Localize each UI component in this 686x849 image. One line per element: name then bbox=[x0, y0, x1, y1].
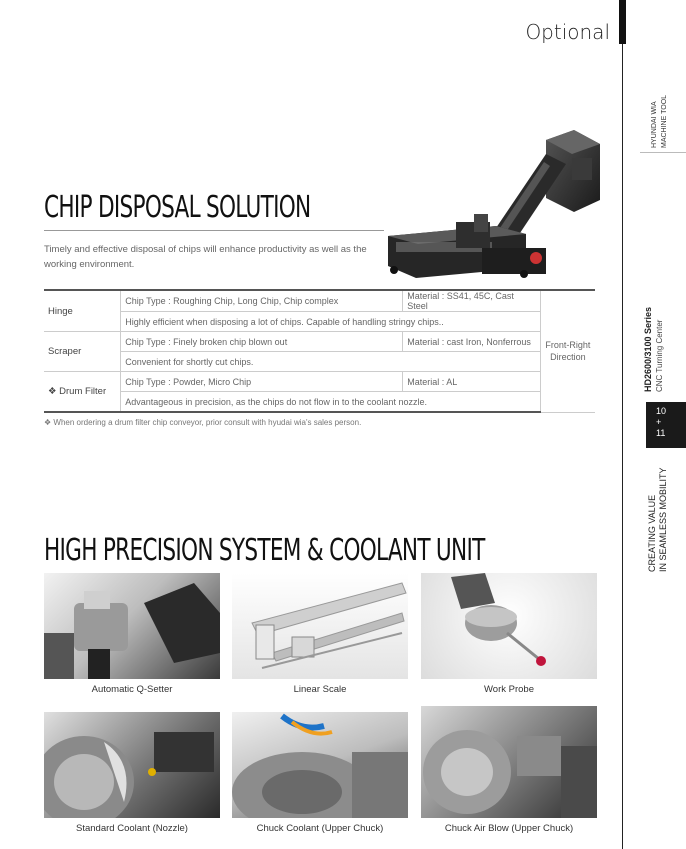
caption-chuck-air-blow: Chuck Air Blow (Upper Chuck) bbox=[444, 823, 574, 834]
brand-line-2: MACHINE TOOL bbox=[661, 94, 668, 148]
series-name: HD2600/3100 Series bbox=[643, 306, 653, 392]
chip-type-cell: Chip Type : Roughing Chip, Long Chip, Chip complex bbox=[121, 290, 403, 312]
brand-line-1: HYUNDAI WIA bbox=[651, 101, 658, 148]
material-cell: Material : cast Iron, Nonferrous bbox=[403, 332, 540, 352]
table-row bbox=[44, 352, 595, 372]
description-cell: Convenient for shortly cut chips. bbox=[121, 352, 541, 372]
title-underline bbox=[44, 230, 384, 231]
chip-conveyor-table bbox=[44, 289, 595, 413]
header-marker bbox=[619, 0, 626, 44]
page-divider bbox=[622, 0, 623, 849]
chip-conveyor-image bbox=[386, 118, 610, 284]
material-cell: Material : SS41, 45C, Cast Steel bbox=[403, 290, 540, 312]
conveyor-type-hinge: Hinge bbox=[44, 290, 121, 332]
chuck-coolant-photo bbox=[232, 712, 408, 818]
section-heading: Optional bbox=[525, 20, 610, 44]
series-subtitle: CNC Turning Center bbox=[655, 319, 664, 392]
page-number-badge bbox=[646, 402, 686, 448]
work-probe-photo bbox=[421, 573, 597, 679]
caption-standard-coolant: Standard Coolant (Nozzle) bbox=[76, 823, 188, 834]
precision-title: HIGH PRECISION SYSTEM & COOLANT UNIT bbox=[44, 533, 485, 568]
caption-chuck-coolant: Chuck Coolant (Upper Chuck) bbox=[256, 823, 384, 834]
page-top: 10 bbox=[656, 406, 667, 416]
chip-disposal-title: CHIP DISPOSAL SOLUTION bbox=[44, 190, 311, 225]
drum-filter-footnote: ❖ When ordering a drum filter chip conveyor, prior consult with hyudai wia's sales person. bbox=[44, 418, 362, 427]
description-cell: Advantageous in precision, as the chips do not flow in to the coolant nozzle. bbox=[121, 392, 541, 413]
sidebar-brand bbox=[650, 60, 680, 148]
table-row bbox=[44, 332, 595, 352]
sidebar-series bbox=[643, 292, 673, 392]
table-row bbox=[44, 312, 595, 332]
conveyor-type-scraper: Scraper bbox=[44, 332, 121, 372]
linear-scale-photo bbox=[232, 573, 408, 679]
page-plus: + bbox=[656, 417, 662, 427]
chip-type-cell: Chip Type : Powder, Micro Chip bbox=[121, 372, 403, 392]
table-row bbox=[44, 392, 595, 413]
sidebar-slogan bbox=[647, 460, 677, 572]
slogan-line-2: IN SEAMLESS MOBILITY bbox=[658, 467, 668, 572]
chuck-air-blow-photo bbox=[421, 706, 597, 818]
caption-q-setter: Automatic Q-Setter bbox=[91, 684, 173, 695]
page-bottom: 11 bbox=[656, 428, 666, 438]
direction-cell: Front-Right Direction bbox=[540, 290, 595, 412]
description-cell: Highly efficient when disposing a lot of chips. Capable of handling stringy chips.. bbox=[121, 312, 541, 332]
table-row bbox=[44, 372, 595, 392]
caption-work-probe: Work Probe bbox=[484, 684, 534, 695]
caption-linear-scale: Linear Scale bbox=[293, 684, 347, 695]
material-cell: Material : AL bbox=[403, 372, 540, 392]
standard-coolant-photo bbox=[44, 712, 220, 818]
q-setter-photo bbox=[44, 573, 220, 679]
sidebar-divider bbox=[640, 152, 686, 153]
slogan-line-1: CREATING VALUE bbox=[647, 494, 657, 572]
chip-type-cell: Chip Type : Finely broken chip blown out bbox=[121, 332, 403, 352]
table-row bbox=[44, 290, 595, 312]
conveyor-type-drum-filter: ❖ Drum Filter bbox=[44, 372, 121, 413]
chip-intro-text: Timely and effective disposal of chips will enhance productivity as well as the working environment. bbox=[44, 244, 367, 270]
